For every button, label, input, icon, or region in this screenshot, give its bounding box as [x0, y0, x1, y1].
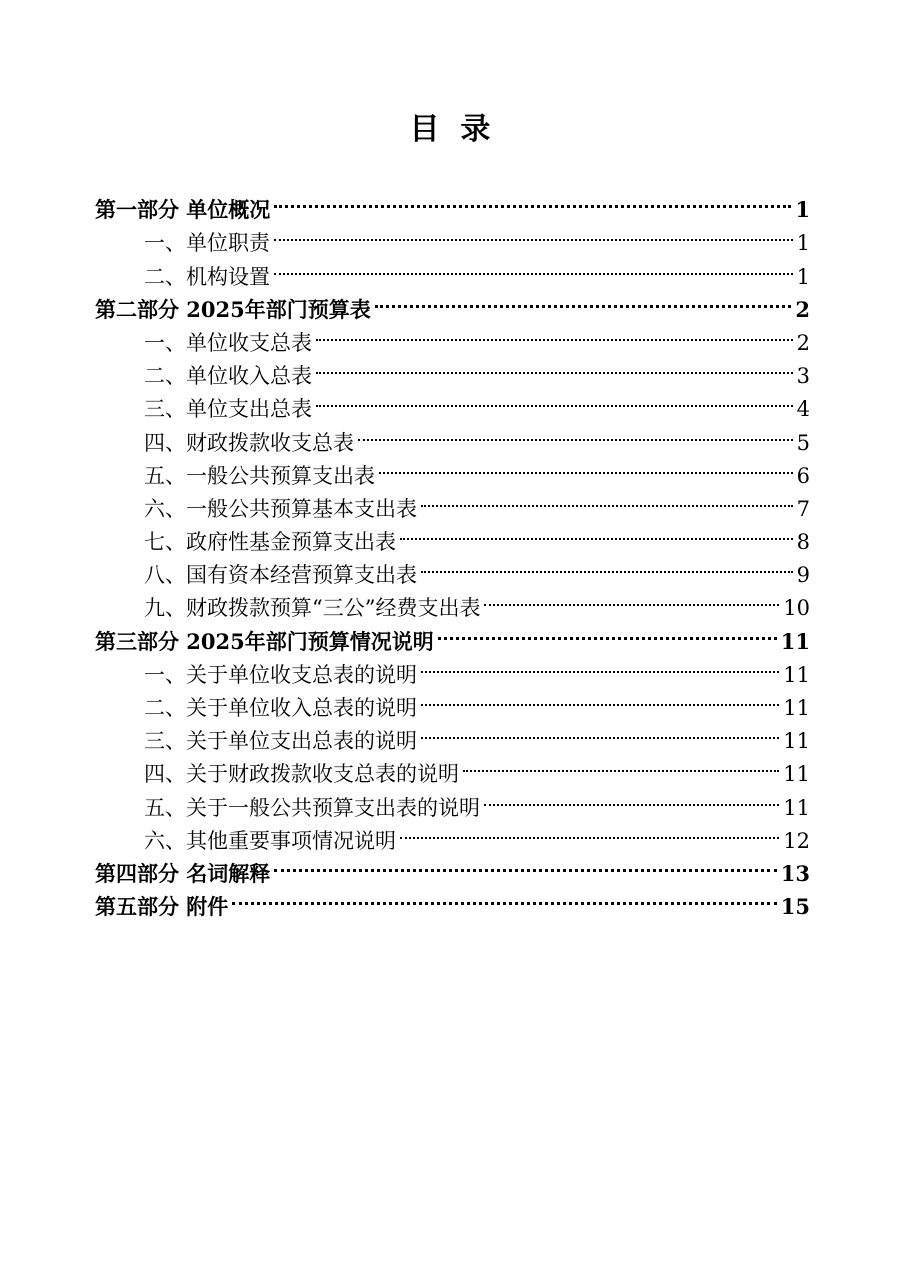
toc-dot-leader [463, 748, 779, 781]
toc-page-number: 11 [783, 696, 810, 720]
toc-entry-label: 第四部分 名词解释 [95, 860, 271, 886]
toc-dot-leader [484, 781, 779, 814]
toc-entry-label: 第五部分 附件 [95, 894, 229, 920]
toc-entry-label: 三、单位支出总表 [144, 397, 312, 422]
toc-dot-leader [421, 483, 793, 516]
toc-page-number: 7 [796, 496, 810, 521]
toc-dot-leader [438, 615, 777, 648]
toc-page-number: 9 [796, 563, 810, 588]
toc-entry-label: 四、财政拨款收支总表 [144, 430, 354, 455]
toc-page-number: 11 [783, 795, 810, 820]
toc-page-number: 4 [796, 397, 810, 422]
toc-dot-leader [484, 582, 779, 615]
toc-entry-label: 九、财政拨款预算“三公”经费支出表 [144, 596, 481, 621]
toc-dot-leader [358, 416, 793, 449]
toc-page-number: 12 [783, 828, 810, 853]
toc-page-number: 6 [796, 463, 810, 488]
toc-page-number: 2 [795, 296, 810, 322]
toc-dot-leader [421, 649, 779, 682]
toc-dot-leader [400, 815, 779, 848]
toc-entry-label: 第二部分 2025年部门预算表 [95, 296, 371, 322]
toc-page-number: 1 [796, 231, 810, 256]
toc-entry-label: 五、一般公共预算支出表 [144, 463, 375, 488]
table-of-contents [95, 184, 810, 920]
toc-dot-leader [400, 516, 793, 549]
toc-entry-label: 第一部分 单位概况 [95, 197, 271, 223]
toc-dot-leader [274, 848, 776, 881]
toc-dot-leader [316, 350, 793, 383]
toc-dot-leader [379, 450, 793, 483]
toc-page-number: 11 [780, 628, 810, 654]
toc-dot-leader [274, 217, 793, 250]
toc-entry-label: 三、关于单位支出总表的说明 [144, 729, 417, 754]
toc-entry-label: 八、国有资本经营预算支出表 [144, 563, 417, 588]
page-title: 目 录 [409, 112, 491, 147]
toc-page-number: 11 [783, 762, 810, 787]
toc-dot-leader [316, 383, 793, 416]
toc-dot-leader [232, 881, 776, 914]
toc-page-number: 2 [796, 330, 810, 355]
toc-entry-label: 二、单位收入总表 [144, 364, 312, 389]
toc-dot-leader [421, 715, 779, 748]
toc-dot-leader [421, 682, 779, 715]
toc-entry-label: 六、其他重要事项情况说明 [144, 828, 396, 853]
toc-page-number: 1 [796, 264, 810, 289]
toc-entry-label: 一、关于单位收支总表的说明 [144, 662, 417, 687]
toc-page-number: 1 [795, 197, 810, 223]
toc-dot-leader [274, 184, 791, 217]
toc-page-number: 13 [780, 860, 810, 886]
toc-entry-label: 七、政府性基金预算支出表 [144, 530, 396, 555]
toc-dot-leader [375, 284, 792, 317]
toc-entry-label: 五、关于一般公共预算支出表的说明 [144, 795, 480, 820]
toc-entry-label: 六、一般公共预算基本支出表 [144, 496, 417, 521]
toc-page-number: 10 [783, 596, 810, 621]
toc-entry-label: 一、单位收支总表 [144, 330, 312, 355]
toc-entry-label: 二、关于单位收入总表的说明 [144, 696, 417, 720]
toc-entry-label: 四、关于财政拨款收支总表的说明 [144, 762, 459, 787]
toc-page-number: 15 [780, 894, 810, 920]
toc-entry-label: 第三部分 2025年部门预算情况说明 [95, 628, 434, 654]
toc-page-number: 3 [796, 364, 810, 389]
toc-entry-label: 一、单位职责 [144, 231, 270, 256]
toc-page-number: 11 [783, 729, 810, 754]
toc-dot-leader [421, 549, 793, 582]
toc-section-entry[interactable] [95, 184, 810, 223]
toc-page-number: 11 [783, 662, 810, 687]
toc-entry-label: 二、机构设置 [144, 264, 270, 289]
toc-dot-leader [274, 250, 793, 283]
toc-page-number: 8 [796, 530, 810, 555]
toc-dot-leader [316, 317, 793, 350]
toc-page-number: 5 [796, 430, 810, 455]
